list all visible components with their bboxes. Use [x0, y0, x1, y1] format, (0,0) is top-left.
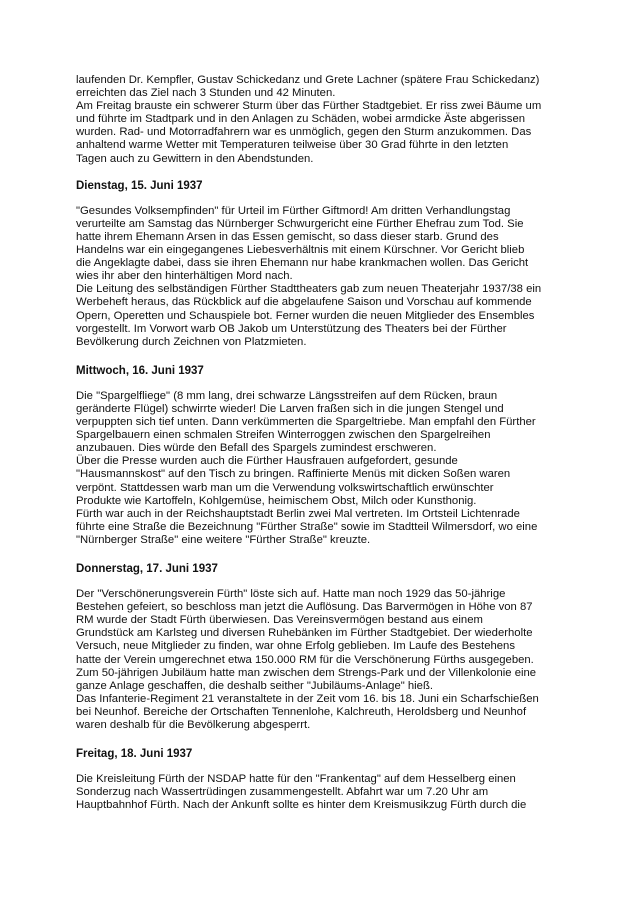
section-intro: [76, 74, 566, 166]
paragraph: Die Kreisleitung Fürth der NSDAP hatte für den "Frankentag" auf dem Hesselberg einen Sonderzug nach Wassertrüdingen zusammengestellt. Abfahrt war um 7.20 Uhr am Hauptbahnhof Fürth. Nach der Ankunft sollte es hinter dem Kreismusikzug Fürth durch die: [76, 773, 527, 812]
paragraph: Fürth war auch in der Reichshauptstadt Berlin zwei Mal vertreten. Im Ortsteil Lichtenrade führte eine Straße die Bezeichnung "Fürther Straße" sowie im Stadtteil Wilmersdorf, wo eine "Nürnberger Straße" eine weitere "Fürther Straße" kreuzte.: [76, 507, 538, 546]
document-page: [76, 74, 566, 813]
paragraph: Am Freitag brauste ein schwerer Sturm über das Fürther Stadtgebiet. Er riss zwei Bäume um und führte im Stadtpark und in den Anlagen zu Schäden, wobei armdicke Äste abgerissen wurden. Rad- und Motorradfahrern war es unmöglich, gegen den Sturm anzukommen. Das anhaltend warme Wetter mit Temperaturen teilweise über 30 Grad führte in den letzten Tagen auch zu Gewittern in den Abendstunden.: [76, 100, 542, 165]
paragraph: Die Leitung des selbständigen Fürther Stadttheaters gab zum neuen Theaterjahr 1937/38 ein Werbeheft heraus, das Rückblick auf die abgelaufene Saison und Vorschau auf kommende Opern, Operetten und Schauspiele bot. Ferner wurden die neuen Mitglieder des Ensembles vorgestellt. Im Vorwort warb OB Jakob um Unterstützung des Theaters bei der Fürther Bevölkerung durch Zeichnen von Platzmieten.: [76, 283, 542, 348]
paragraph: Das Infanterie-Regiment 21 veranstaltete in der Zeit vom 16. bis 18. Juni ein Scharfschießen bei Neunhof. Bereiche der Ortschaften Tennenlohe, Kalchreuth, Heroldsberg und Neunhof waren deshalb für die Bevölkerung abgesperrt.: [76, 692, 539, 732]
paragraph: Über die Presse wurden auch die Fürther Hausfrauen aufgefordert, gesunde "Hausmannskost" auf den Tisch zu bringen. Raffinierte Menüs mit dicken Soßen waren verpönt. Stattdessen warb man um die Verwendung volkswirtschaftlich erwünschter Produkte wie Kartoffeln, Kohlgemüse, heimischem Obst, Milch oder Kunsthonig.: [76, 455, 511, 507]
date-heading: Donnerstag, 17. Juni 1937: [76, 563, 218, 575]
date-heading: Freitag, 18. Juni 1937: [76, 748, 193, 761]
section-freitag: [76, 748, 566, 812]
section-dienstag: [76, 180, 566, 349]
section-mittwoch: [76, 365, 566, 547]
date-heading: Dienstag, 15. Juni 1937: [76, 179, 203, 192]
date-heading: Mittwoch, 16. Juni 1937: [76, 364, 204, 377]
paragraph: Die "Spargelfliege" (8 mm lang, drei schwarze Längsstreifen auf dem Rücken, braun geränderte Flügel) schwirrte wieder! Die Larven fraßen sich in die jungen Stengel und verpuppten sich tief unten. Dann verkümmerten die Spargeltriebe. Man empfahl den Fürther Spargelbauern einen schmalen Streifen Winterroggen zwischen den Spargelreihen anzubauen. Dies würde den Befall des Spargels zumindest erschweren.: [76, 389, 536, 455]
paragraph: "Gesundes Volksempfinden" für Urteil im Fürther Giftmord! Am dritten Verhandlungstag verurteilte am Samstag das Nürnberger Schwurgericht eine Fürther Ehefrau zum Tod. Sie hatte ihrem Ehemann Arsen in das Essen gemischt, so dass dieser starb. Grund des Handelns war ein eingegangenes Liebesverhältnis mit einem Kürschner. Vor Gericht blieb die Angeklagte dabei, dass sie ihren Ehemann nur habe krankmachen wollen. Das Gericht wies ihr aber den hinterhältigen Mord nach.: [76, 204, 529, 283]
section-donnerstag: [76, 563, 566, 732]
paragraph: Der "Verschönerungsverein Fürth" löste sich auf. Hatte man noch 1929 das 50-jährige Bestehen gefeiert, so beschloss man jetzt die Auflösung. Das Barvermögen in Höhe von 87 RM wurde der Stadt Fürth überwiesen. Das Vereinsvermögen bestand aus einem Grundstück am Karlsteg und diversen Ruhebänken im Fürther Stadtgebiet. Der wiederholte Versuch, neue Mitglieder zu finden, war ohne Erfolg geblieben. Im Laufe des Bestehens hatte der Verein umgerechnet etwa 150.000 RM für die Verschönerung Fürths ausgegeben. Zum 50-jährigen Jubiläum hatte man zwischen dem Strengs-Park und der Villenkolonie eine ganze Anlage geschaffen, die deshalb seither "Jubiläums-Anlage" hieß.: [76, 588, 537, 692]
paragraph: laufenden Dr. Kempfler, Gustav Schickedanz und Grete Lachner (spätere Frau Schickedanz) erreichten das Ziel nach 3 Stunden und 42 Minuten.: [76, 74, 540, 100]
